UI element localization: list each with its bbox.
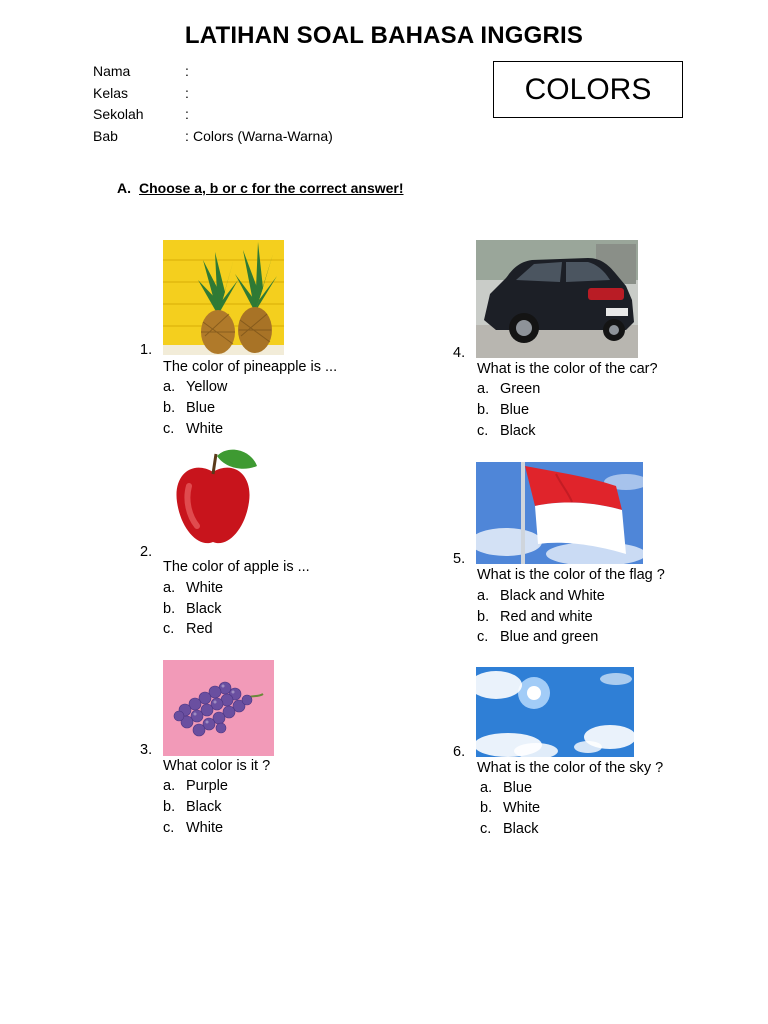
- option-c[interactable]: [163, 421, 223, 437]
- sky-photo: [476, 667, 634, 757]
- option-a[interactable]: [163, 778, 228, 794]
- option-letter: b.: [480, 800, 493, 816]
- flag-photo: [476, 462, 643, 564]
- option-text: Purple: [186, 778, 228, 794]
- info-colon: :: [185, 106, 189, 122]
- option-a[interactable]: [480, 780, 532, 796]
- option-letter: b.: [163, 799, 176, 815]
- option-b[interactable]: [477, 609, 593, 625]
- option-letter: c.: [163, 421, 175, 437]
- apple-photo: [163, 446, 263, 550]
- question-number: 1.: [140, 342, 153, 358]
- question-number: 6.: [453, 744, 466, 760]
- option-text: Green: [500, 381, 541, 397]
- question-text: What color is it ?: [163, 758, 271, 774]
- option-text: Blue: [503, 780, 533, 796]
- option-text: Blue: [186, 400, 216, 416]
- option-letter: b.: [477, 609, 490, 625]
- worksheet-title: LATIHAN SOAL BAHASA INGGRIS: [184, 22, 584, 49]
- info-value: Colors (Warna-Warna): [193, 127, 333, 144]
- option-text: Black: [186, 601, 222, 617]
- pineapple-photo: [163, 240, 284, 355]
- option-letter: c.: [477, 423, 489, 439]
- option-text: Black: [503, 821, 539, 837]
- option-text: Yellow: [186, 379, 228, 395]
- info-colon: :: [185, 127, 189, 144]
- info-label: Sekolah: [93, 106, 144, 122]
- option-letter: b.: [477, 402, 490, 418]
- option-text: Blue: [500, 402, 530, 418]
- question-text: What is the color of the car?: [477, 361, 658, 377]
- option-a[interactable]: [163, 580, 223, 596]
- question-text: The color of apple is ...: [163, 559, 310, 575]
- option-letter: b.: [163, 601, 176, 617]
- option-b[interactable]: [163, 799, 221, 815]
- option-letter: c.: [477, 629, 489, 645]
- option-a[interactable]: [477, 381, 540, 397]
- option-text: White: [186, 421, 224, 437]
- info-label: Kelas: [93, 84, 129, 101]
- option-letter: c.: [163, 621, 175, 637]
- question-number: 2.: [140, 544, 153, 560]
- topic-box: [493, 61, 683, 118]
- option-text: Blue and green: [500, 629, 599, 645]
- info-label: Bab: [93, 127, 118, 144]
- option-text: Red and white: [500, 609, 593, 625]
- option-text: White: [503, 800, 541, 816]
- info-colon: :: [185, 84, 189, 101]
- option-letter: a.: [480, 780, 493, 796]
- option-text: Black: [500, 423, 536, 439]
- info-colon: :: [185, 63, 189, 79]
- option-c[interactable]: [477, 423, 535, 439]
- option-letter: a.: [477, 588, 490, 604]
- option-c[interactable]: [477, 629, 598, 645]
- option-text: White: [186, 820, 224, 836]
- option-letter: a.: [163, 778, 176, 794]
- question-text: What is the color of the flag ?: [477, 567, 665, 583]
- option-text: Black: [186, 799, 222, 815]
- question-text: The color of pineapple is ...: [163, 359, 338, 375]
- question-number: 5.: [453, 551, 466, 567]
- question-text: What is the color of the sky ?: [477, 760, 664, 776]
- option-letter: a.: [163, 580, 176, 596]
- option-c[interactable]: [480, 821, 538, 837]
- section-heading: [117, 180, 404, 196]
- section-letter: A.: [117, 180, 131, 196]
- option-letter: c.: [163, 820, 175, 836]
- option-b[interactable]: [163, 601, 221, 617]
- option-text: Red: [186, 621, 213, 637]
- option-letter: b.: [163, 400, 176, 416]
- option-b[interactable]: [480, 800, 540, 816]
- option-letter: a.: [163, 379, 176, 395]
- option-letter: a.: [477, 381, 490, 397]
- question-number: 3.: [140, 742, 153, 758]
- section-instruction: Choose a, b or c for the correct answer!: [139, 180, 404, 196]
- question-number: 4.: [453, 345, 466, 361]
- option-b[interactable]: [477, 402, 529, 418]
- car-photo: [476, 240, 638, 358]
- option-text: White: [186, 580, 224, 596]
- option-c[interactable]: [163, 820, 223, 836]
- option-c[interactable]: [163, 621, 213, 637]
- option-a[interactable]: [477, 588, 605, 604]
- topic-label: COLORS: [524, 72, 652, 106]
- option-b[interactable]: [163, 400, 215, 416]
- option-a[interactable]: [163, 379, 227, 395]
- grapes-photo: [163, 660, 274, 756]
- option-letter: c.: [480, 821, 492, 837]
- info-label: Nama: [93, 63, 131, 79]
- option-text: Black and White: [500, 588, 605, 604]
